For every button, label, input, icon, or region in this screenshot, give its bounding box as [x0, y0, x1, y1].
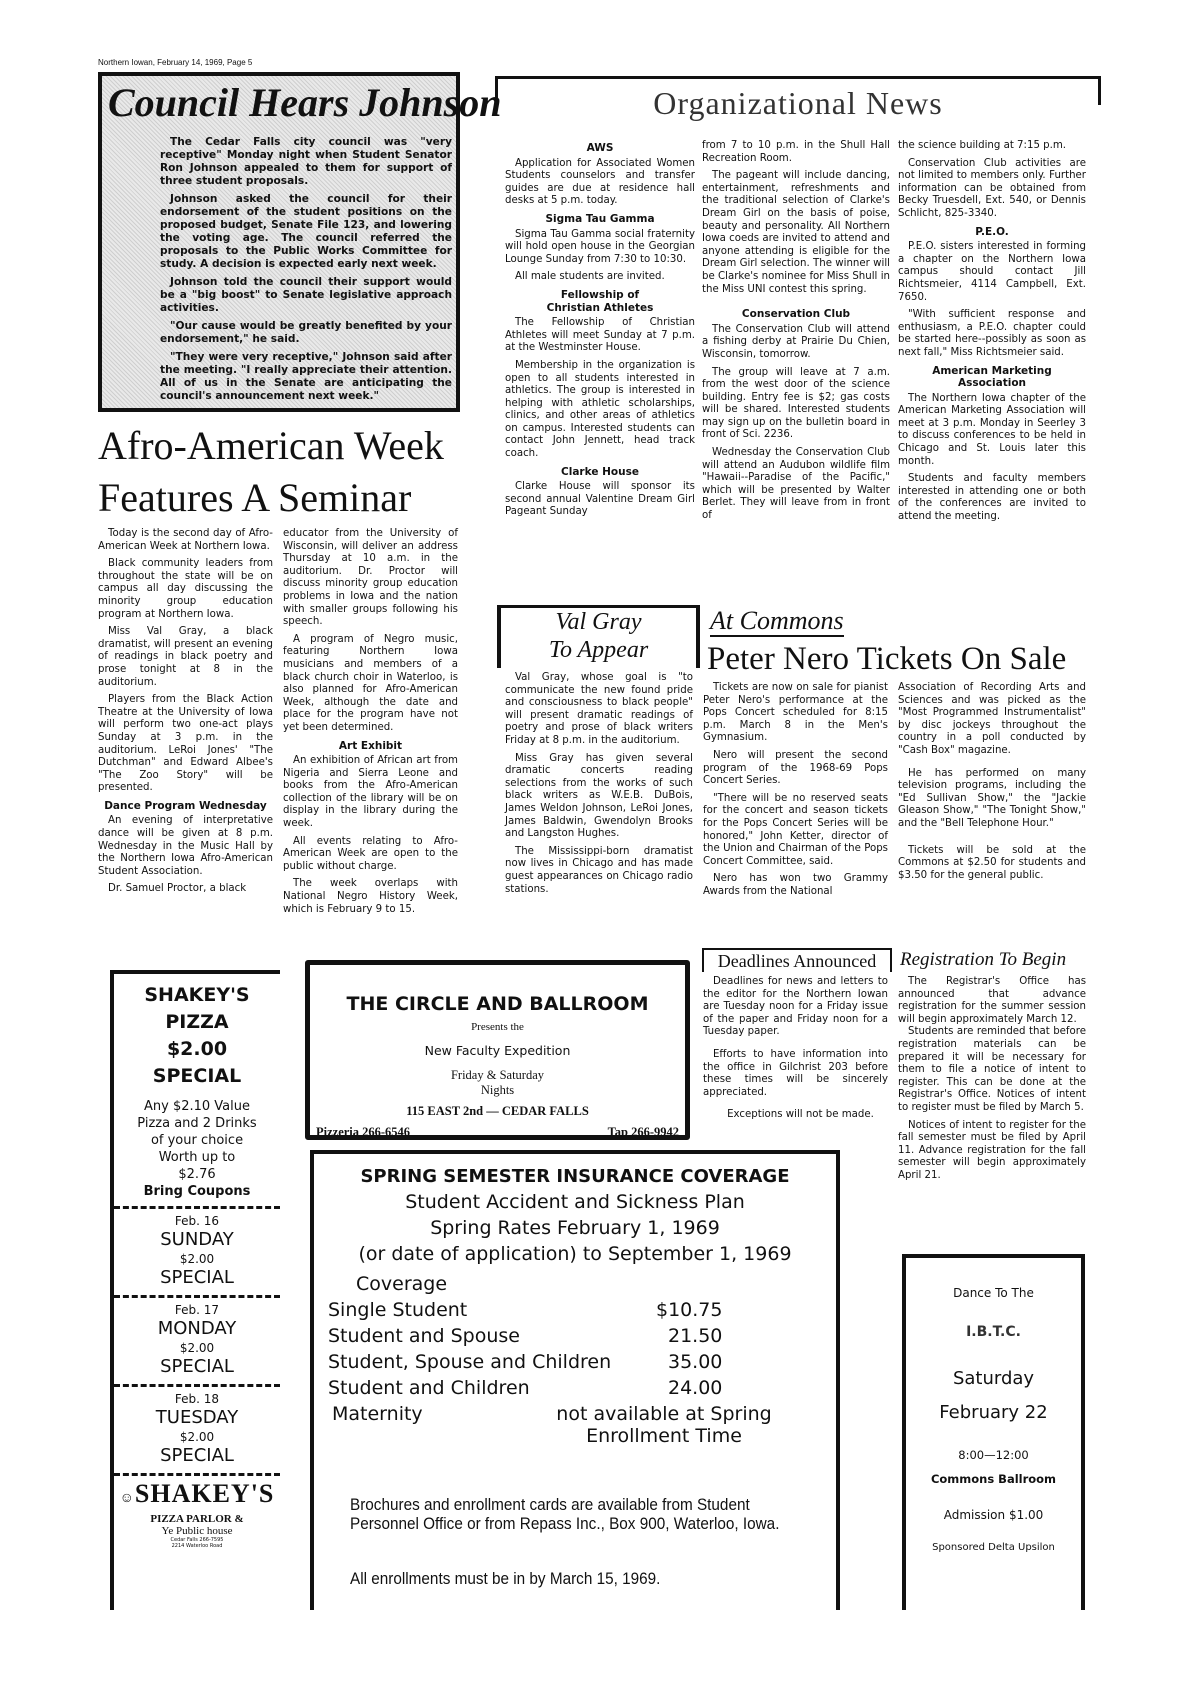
council-body — [160, 136, 452, 408]
clarke-paragraph: Clarke House will sponsor its second annual Valentine Dream Girl Pageant Sunday — [505, 481, 695, 518]
coupon-day: TUESDAY — [155, 1407, 239, 1428]
council-paragraph: The Cedar Falls city council was "very receptive" Monday night when Student Senator Ron Johnson appealed to them for support of three student proposals. — [160, 136, 452, 187]
rate-price: 35.00 — [668, 1351, 723, 1373]
shakeys-ad-line: SPECIAL — [152, 1065, 242, 1087]
afro-paragraph: Today is the second day of Afro-American Week at Northern Iowa. — [98, 528, 273, 552]
nero-paragraph: Nero has won two Grammy Awards from the National — [703, 873, 888, 897]
afro-column-2 — [283, 528, 458, 921]
conservation-paragraph: Conservation Club activities are not limited to members only. Further information can be obtained from Becky Truesdell, Ext. 540, or Dennis Schlicht, 825-3340. — [898, 157, 1086, 219]
shakeys-offer-line: Any $2.10 Value — [143, 1099, 250, 1114]
rate-price: 24.00 — [668, 1377, 723, 1399]
val-gray-paragraph: Val Gray, whose goal is "to communicate the new found pride and consciousness to black people" will present dramatic readings of poetry and prose of black writers Friday at 8 p.m. in the auditorium. — [505, 672, 693, 746]
council-paragraph: "Our cause would be greatly benefited by your endorsement," he said. — [160, 320, 452, 345]
ama-subhead-line2: Association — [957, 377, 1027, 390]
fca-subhead-line2: Christian Athletes — [546, 301, 654, 314]
council-paragraph: "They were very receptive," Johnson said after the meeting. "I really appreciate their attention. All of us in the Senate are anticipating the council's announcement next week." — [160, 351, 452, 402]
page-folio: Northern Iowan, February 14, 1969, Page 5 — [98, 58, 253, 67]
nero-headline: Peter Nero Tickets On Sale — [707, 641, 1067, 677]
org-news-column-3 — [898, 140, 1086, 529]
dance-ad-place: Commons Ballroom — [930, 1472, 1057, 1486]
afro-paragraph: Dr. Samuel Proctor, a black — [108, 883, 247, 895]
nero-column-1 — [703, 682, 888, 904]
fca-paragraph: Membership in the organization is open to all students interested in athletics. The group is interested in helping with athletic scholarships, clinics, and other areas of athletics on campus. Interested students can contact John Jennett, head track coach. — [505, 359, 695, 460]
afro-paragraph: All events relating to Afro-American Week are open to the public without charge. — [283, 835, 458, 872]
conservation-paragraph: The group will leave at 7 a.m. from the west door of the science building. Entry fee is $2; gas costs will be shared. Interested students may sign up on the bulletin board in front of Sci. 2236. — [702, 366, 890, 441]
stg-paragraph: Sigma Tau Gamma social fraternity will hold open house in the Georgian Lounge Sunday from 7:30 to 10:30. — [505, 228, 695, 265]
ama-paragraph: The Northern Iowa chapter of the American Marketing Association will meet at 3 p.m. Monday in Seerley 3 to discuss conferences to be held in Chicago and St. Louis later this month. — [898, 392, 1086, 467]
council-paragraph: Johnson asked the council for their endorsement of the student positions on the proposed budget, Senate File 123, and lowering the voting age. The council referred the proposals to the Public Works Committee for study. A decision is expected early next week. — [160, 193, 452, 270]
coupon-monday — [114, 1302, 280, 1378]
val-gray-headline-line2: To Appear — [548, 637, 649, 663]
coupon-sunday — [114, 1213, 280, 1289]
circle-ad-address: 115 EAST 2nd — CEDAR FALLS — [406, 1104, 589, 1118]
ama-paragraph: Students and faculty members interested in attending one or both of the conferences are invited to attend the meeting. — [898, 473, 1086, 523]
coverage-label: Coverage — [356, 1273, 448, 1295]
afro-column-1 — [98, 528, 273, 901]
shakeys-logo — [114, 1480, 280, 1513]
rate-row — [328, 1375, 836, 1401]
dance-ad-intro: Dance To The — [953, 1286, 1034, 1300]
coupon-tuesday — [114, 1391, 280, 1467]
registration-paragraph: Students are reminded that before registration materials can be prepared it will be necessary for them to file a notice of intent to register. This can be done at the Registrar's Office. Notices of intent to register must be filed by March 5. — [898, 1026, 1086, 1113]
coupon-label: SPECIAL — [160, 1267, 234, 1288]
insurance-ad-line: Spring Rates February 1, 1969 — [430, 1217, 720, 1239]
council-headline: Council Hears Johnson — [108, 80, 502, 125]
nero-paragraph: He has performed on many television programs, including the "Ed Sullivan Show," the "Jackie Gleason Show," "The Tonight Show," and the "Bell Telephone Hour." — [898, 767, 1086, 829]
shakeys-offer-line: $2.76 — [178, 1167, 216, 1182]
coupon-divider — [114, 1206, 280, 1209]
insurance-ad-title: SPRING SEMESTER INSURANCE COVERAGE — [360, 1166, 790, 1187]
shakeys-ad-line: SHAKEY'S — [144, 984, 250, 1006]
afro-paragraph: educator from the University of Wisconsin, will deliver an address Thursday at 10 a.m. in the auditorium. Dr. Proctor will discuss minority group education problems in Iowa and the nation with smaller groups following his speech. — [283, 528, 458, 628]
circle-ballroom-ad — [305, 960, 690, 1140]
ama-subhead — [898, 365, 1086, 390]
nero-paragraph: "There will be no reserved seats for the concert and season tickets for the Pops Concert Series will be honored," John Ketter, director of the Union and Chairman of the Pops Concert Committee, said. — [703, 792, 888, 867]
mascot-icon: ☺ — [119, 1491, 135, 1506]
shakeys-offer-line: Worth up to — [158, 1150, 236, 1165]
registration-body — [898, 976, 1086, 1188]
coupon-divider — [114, 1473, 280, 1476]
org-news-headline: Organizational News — [653, 85, 943, 121]
deadlines-paragraph: Exceptions will not be made. — [727, 1109, 874, 1121]
conservation-club-subhead: Conservation Club — [741, 308, 851, 321]
shakeys-ad-line: PIZZA — [165, 1011, 229, 1033]
insurance-brochures-note: Brochures and enrollment cards are available from Student Personnel Office or from Repass Inc., Box 900, Waterloo, Iowa. — [350, 1495, 780, 1533]
shakeys-offer-line: of your choice — [150, 1133, 244, 1148]
shakeys-ad-price: $2.00 — [166, 1038, 228, 1060]
afro-paragraph: Players from the Black Action Theatre at the University of Iowa will perform two one-act plays Sunday at 3 p.m. in the auditorium. LeRoi Jones' "The Dutchman" and Edward Albee's "The Zoo Story" will be presented. — [98, 694, 273, 794]
peo-paragraph: P.E.O. sisters interested in forming a chapter on the Northern Iowa campus should contact Jill Richtsmeier, 4114 Campbell, Ext. 7650. — [898, 241, 1086, 303]
org-news-column-1 — [505, 140, 695, 524]
insurance-ad-line: Student Accident and Sickness Plan — [405, 1191, 745, 1213]
insurance-ad-line: (or date of application) to September 1, 1969 — [358, 1243, 792, 1265]
shakeys-coupons: Bring Coupons — [143, 1184, 251, 1199]
fca-subhead-line1: Fellowship of — [560, 288, 640, 301]
nero-column-2 — [898, 682, 1086, 887]
coupon-date: Feb. 16 — [174, 1214, 220, 1228]
shakeys-logo-text: SHAKEY'S — [134, 1479, 275, 1508]
val-gray-paragraph: Miss Gray has given several dramatic concerts reading selections from the works of such black writers as W.E.B. DuBois, James Weldon Johnson, LeRoi Jones, James Baldwin, Gwendolyn Brooks and Langston Hughes. — [505, 752, 693, 840]
rate-type: Single Student — [328, 1299, 468, 1321]
circle-ad-when — [310, 1068, 685, 1098]
afro-paragraph: The week overlaps with National Negro History Week, which is February 9 to 15. — [283, 878, 458, 915]
coupon-label: SPECIAL — [160, 1445, 234, 1466]
circle-ad-presents: Presents the — [471, 1021, 524, 1033]
nero-paragraph: Tickets are now on sale for pianist Peter Nero's performance at the Pops Concert scheduled for 8:15 p.m. March 8 in the Men's Gymnasium. — [703, 682, 888, 744]
afro-subhead-art: Art Exhibit — [338, 739, 403, 752]
coupon-price: $2.00 — [179, 1430, 215, 1444]
coupon-day: MONDAY — [157, 1318, 237, 1339]
dance-ad-admission: Admission $1.00 — [943, 1508, 1044, 1522]
dance-ad — [902, 1254, 1085, 1610]
rate-row — [328, 1323, 836, 1349]
rate-price: 21.50 — [668, 1325, 723, 1347]
afro-paragraph: An evening of interpretative dance will be given at 8 p.m. Wednesday in the Music Hall by the Northern Iowa Afro-American Student Association. — [98, 815, 273, 877]
dance-ad-band: I.B.T.C. — [966, 1324, 1021, 1340]
val-gray-headline-line1: Val Gray — [555, 609, 642, 635]
conservation-paragraph: the science building at 7:15 p.m. — [898, 140, 1067, 151]
val-gray-paragraph: The Mississippi-born dramatist now lives in Chicago and has made guest appearances on Chicago radio stations. — [505, 845, 693, 895]
deadlines-paragraph: Deadlines for news and letters to the editor for the Northern Iowan are Tuesday noon for a Friday issue of the paper and Friday noon for a Tuesday paper. — [703, 976, 888, 1038]
deadlines-paragraph: Efforts to have information into the office in Gilchrist 203 before these times will be sincerely appreciated. — [703, 1048, 888, 1098]
shakeys-parlor: PIZZA PARLOR & — [150, 1513, 244, 1525]
rate-type: Student and Spouse — [328, 1325, 520, 1347]
dance-ad-sponsor: Sponsored Delta Upsilon — [932, 1542, 1055, 1553]
coupon-day: SUNDAY — [160, 1229, 234, 1250]
ama-subhead-line1: American Marketing — [932, 364, 1052, 377]
peo-paragraph: "With sufficient response and enthusiasm, a P.E.O. chapter could be started here--possibly as soon as next fall," Miss Richtsmeier said. — [898, 309, 1086, 358]
circle-ad-title: THE CIRCLE AND BALLROOM — [346, 993, 649, 1015]
shakeys-pub: Ye Public house — [161, 1525, 233, 1537]
stg-paragraph: All male students are invited. — [515, 271, 665, 283]
circle-ad-when-line1: Friday & Saturday — [450, 1068, 545, 1082]
nero-paragraph: Tickets will be sold at the Commons at $2.50 for students and $3.50 for the general public. — [898, 844, 1086, 881]
circle-ad-pizzeria-phone: Pizzeria 266-6546 — [316, 1125, 411, 1139]
rate-type: Maternity — [332, 1403, 423, 1425]
rate-type: Student, Spouse and Children — [328, 1351, 612, 1373]
val-gray-headline — [497, 608, 700, 664]
rate-price: $10.75 — [656, 1299, 723, 1321]
insurance-deadline: All enrollments must be in by March 15, 1969. — [350, 1569, 661, 1588]
conservation-paragraph: The Conservation Club will attend a fishing derby at Prairie Du Chien, Wisconsin, tomorrow. — [702, 323, 890, 360]
clarke-paragraph: The pageant will include dancing, entertainment, refreshments and the traditional selection of Clarke's Dream Girl on the basis of poise, beauty and personality. All Northern Iowa coeds are invited to attend and anyone attending is eligible for the Dream Girl selection. The winner will be Clarke's nominee for Miss Shull in the Miss UNI contest this spring. — [702, 170, 890, 295]
afro-headline-line2: Features A Seminar — [98, 475, 412, 520]
maternity-note: not available at Spring Enrollment Time — [556, 1403, 772, 1447]
nero-kicker: At Commons — [710, 606, 844, 635]
dance-ad-date: February 22 — [939, 1402, 1048, 1423]
coupon-label: SPECIAL — [160, 1356, 234, 1377]
shakeys-address: Cedar Falls 266-7595 — [170, 1537, 224, 1543]
nero-paragraph: Nero will present the second program of the 1968-69 Pops Concert Series. — [703, 749, 888, 787]
deadlines-body — [703, 976, 888, 1127]
coupon-date: Feb. 17 — [174, 1303, 220, 1317]
shakeys-offer-line: Pizza and 2 Drinks — [137, 1116, 257, 1131]
afro-paragraph: Black community leaders from throughout the state will be on campus all day discussing the minority group education program at Northern Iowa. — [98, 558, 273, 620]
clarke-house-subhead: Clarke House — [561, 465, 639, 478]
rate-row — [328, 1297, 836, 1323]
shakeys-pizza-ad — [110, 970, 280, 1610]
council-article-box — [98, 72, 502, 412]
coupon-divider — [114, 1384, 280, 1387]
circle-ad-tap-phone: Tap 266-9942 — [607, 1125, 679, 1139]
rate-row — [328, 1349, 836, 1375]
coupon-price: $2.00 — [179, 1341, 215, 1355]
dance-ad-day: Saturday — [952, 1368, 1035, 1389]
dance-ad-time: 8:00—12:00 — [958, 1448, 1029, 1462]
nero-paragraph: Association of Recording Arts and Sciences and was picked as the "Most Programmed Instrumentalist" by disc jockeys throughout the country in a poll conducted by "Cash Box" magazine. — [898, 682, 1086, 756]
afro-subhead-dance: Dance Program Wednesday — [104, 799, 267, 812]
insurance-ad — [310, 1150, 840, 1610]
circle-ad-band: New Faculty Expedition — [424, 1043, 571, 1058]
aws-paragraph: Application for Associated Women Students counselors and transfer guides are due at residence hall desks at 5 p.m. today. — [505, 157, 695, 207]
registration-paragraph: Notices of intent to register for the fall semester must be filed by April 11. Advance registration for the fall semester will begin approximately April 21. — [898, 1119, 1086, 1181]
afro-paragraph: A program of Negro music, featuring Northern Iowa musicians and members of a black church choir in Waterloo, is also planned for Afro-American Week, although the date and place for the program have not yet been determined. — [283, 633, 458, 733]
coupon-date: Feb. 18 — [174, 1392, 220, 1406]
circle-ad-phones — [310, 1125, 685, 1140]
deadlines-headline: Deadlines Announced — [702, 948, 892, 972]
council-paragraph: Johnson told the council their support would be a "big boost" to Senate legislative approach activities. — [160, 276, 452, 314]
afro-paragraph: An exhibition of African art from Nigeria and Sierra Leone and books from the Afro-American collection of the library will be on display in the library during the week. — [283, 755, 458, 830]
conservation-paragraph: Wednesday the Conservation Club will attend an Audubon wildlife film "Hawaii--Paradise of the Pacific," which will be presented by Walter Berlet. They will leave from in front of — [702, 447, 890, 522]
coupon-price: $2.00 — [179, 1252, 215, 1266]
coupon-divider — [114, 1295, 280, 1298]
val-gray-body — [505, 672, 693, 901]
circle-ad-when-line2: Nights — [480, 1083, 515, 1097]
registration-paragraph: The Registrar's Office has announced that advance registration for the summer session will begin approximately March 12. — [898, 976, 1086, 1025]
shakeys-address: 2214 Waterloo Road — [171, 1543, 223, 1549]
sigma-tau-gamma-subhead: Sigma Tau Gamma — [545, 212, 655, 225]
registration-headline: Registration To Begin — [900, 949, 1067, 970]
clarke-paragraph: from 7 to 10 p.m. in the Shull Hall Recreation Room. — [702, 140, 890, 164]
afro-paragraph: Miss Val Gray, a black dramatist, will present an evening of readings in black poetry and prose tonight at 8 in the auditorium. — [98, 626, 273, 688]
peo-subhead: P.E.O. — [975, 225, 1009, 238]
aws-subhead: AWS — [586, 142, 614, 154]
fca-subhead — [505, 289, 695, 314]
afro-headline — [98, 420, 478, 524]
afro-headline-line1: Afro-American Week — [98, 423, 444, 468]
rate-type: Student and Children — [328, 1377, 530, 1399]
org-news-column-2 — [702, 140, 890, 528]
fca-paragraph: The Fellowship of Christian Athletes will meet Sunday at 7 p.m. at the Westminster House. — [505, 317, 695, 354]
